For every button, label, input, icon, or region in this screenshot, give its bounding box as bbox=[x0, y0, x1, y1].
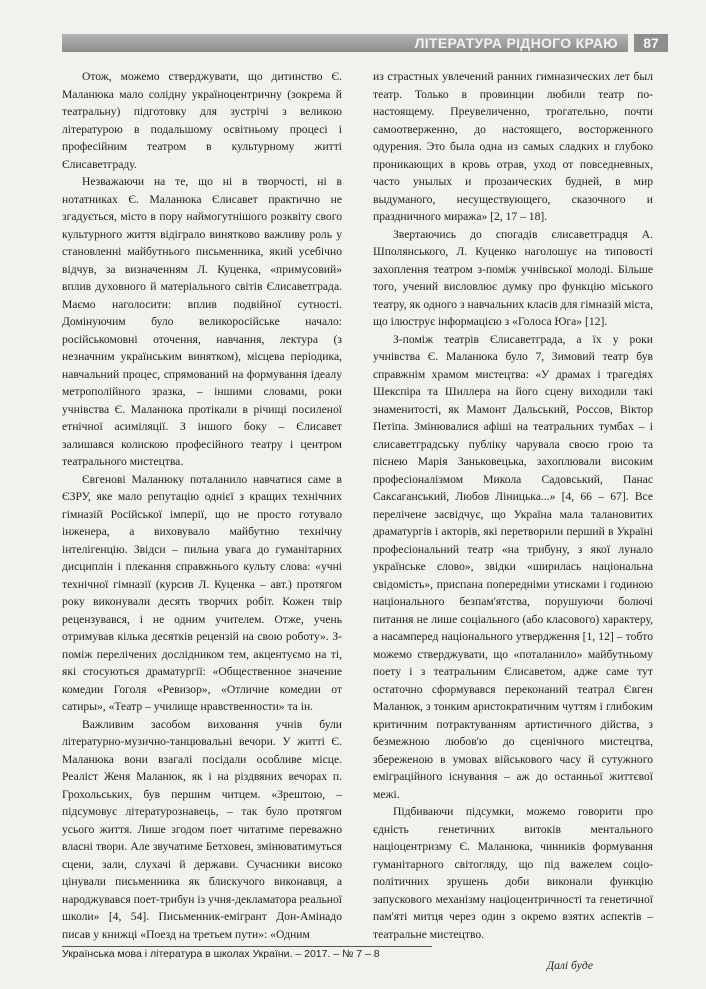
left-column bbox=[62, 68, 342, 943]
paragraph: Отож, можемо стверджувати, що дитинство Є. Маланюка мало солідну україноцентричну (зокрема й театральну) підготовку для зустрічі з великою літературою в подальшому освітньому процесі і професійним театром в культурному житті Єлисаветграду. bbox=[62, 70, 342, 171]
right-column bbox=[373, 68, 653, 975]
paragraph: Важливим засобом виховання учнів були літературно-музично-танцювальні вечори. У житті Є. Маланюка вони взагалі посідали особливе місце. Реаліст Женя Маланюк, як і на різдвяних вечорах п. Грохольських, був першим читцем. «Зрештою, – підсумовує літературознавець, – так було протягом усього життя. Лише згодом поет читатиме переважно власні твори. Але звучатиме Бетховен, змінюватимуться сцени, зали, слухачі й держави. Сучасники високо цінували письменника як блискучого виконавця, а народжувався поет-трибун із учня-декламатора реальної школи» [4, 54]. Письменник-емігрант Дон-Амінадо писав у книжці «Поезд на третьем пути»: «Одним bbox=[62, 717, 342, 941]
footer-citation: Українська мова і література в школах України. – 2017. – № 7 – 8 bbox=[62, 948, 380, 960]
paragraph: из страстных увлечений ранних гимназических лет был театр. Только в провинции любили театр по-настоящему. Преувеличенно, трогательно, почти самоотверженно, до настоящего, восторженного одурения. Это была одна из самых сладких и глубоко проникающих в кровь отрав, уход от повседневных, часто унылых и прозаических будней, в мир выдуманого, несуществующего, сказочного и праздничного миража» [2, 17 – 18]. bbox=[373, 70, 653, 223]
paragraph: Незважаючи на те, що ні в творчості, ні в нотатниках Є. Маланюка Єлисавет практично не згадується, місто в пору наймогутнішого розквіту свого культурного життя відіграло винятково важливу роль у становленні майбутнього письменника, який усебічно відчув, за визначенням Л. Куценка, «примусовий» вплив духовного й матеріального світів Єлисаветграда. Маємо наголосити: вплив подвійної сутності. Домінуючим було великоросійське начало: російськомовні оточення, навчання, лектура (з незначним українським винятком), місцева періодика, навчальний процес, спрямований на формування ідеалу метрополійного зразка, – іншими словами, роки учнівства Є. Маланюка протікали в річищі посиленої етнічної асиміляції. З іншого боку – Єлисавет залишався колискою професійного театру і центром театрального мистецтва. bbox=[62, 175, 342, 468]
section-title: ЛІТЕРАТУРА РІДНОГО КРАЮ bbox=[414, 35, 618, 51]
paragraph: Звертаючись до спогадів єлисаветградця А. Шполянського, Л. Куценко наголошує на типовості захоплення театром з-поміж учнівської молоді. Більше того, учений висловлює думку про функцію міського театру, як одного з навчальних класів для гімназій міста, що ілюструє інформацією з «Голоса Юга» [12]. bbox=[373, 227, 653, 328]
paragraph: Підбиваючи підсумки, можемо говорити про єдність генетичних витоків ментального націоцентризму Є. Маланюка, чинників формування гуманітарного світогляду, що під важелем соціо-політичних зрушень доби виконали функцію запускового механізму націоцентричності та генетичної пам'яті митця через один з окремо взятих аспектів – театральне мистецтво. bbox=[373, 805, 653, 941]
continued-label: Далі буде bbox=[546, 959, 593, 972]
header-separator bbox=[629, 34, 632, 52]
footer-rule bbox=[62, 946, 432, 947]
paragraph: З-поміж театрів Єлисаветграда, а їх у роки учнівства Є. Маланюка було 7, Зимовий театр був справжнім храмом мистецтва: «У драмах і трагедіях Шекспіра та Шиллера на його сцену виходили такі знаменитості, як Мамонт Дальський, Россов, Віктор Петіпа. Змінювалися афіші на театральних тумбах – і єлисаветградську публіку чарувала своєю грою та піснею Марія Заньковецька, захоплювали високим професіоналізмом Микола Садовський, Панас Саксаганський, Любов Ліницька...» [4, 66 – 67]. Все перелічене засвідчує, що Україна мала талановитих драматургів і акторів, які перетворили перший в Україні професіональний театр «на трибуну, з якої лунало українське слово», звідки «ширилась національна свідомість», приспана попередніми утисками і годиною національного безпам'ятства, порушуючи болючі питання не лише соціального (або класового) характеру, а насамперед національного утвердження [1, 12] – тобто можемо стверджувати, що «поталанило» майбутньому поету і з театральним Єлисаветом, адже саме тут остаточно сформувався переконаний театрал Євген Маланюк, з тонким аристократичним чуттям і глибоким критичним потрактуванням артистичного дійства, з безмежною любов'ю до сценічного мистецтва, збереженою в умовах військового часу й сутужного еміграційного існування – аж до останньої життєвої межі. bbox=[373, 332, 653, 801]
paragraph: Євгенові Маланюку поталанило навчатися саме в ЄЗРУ, яке мало репутацію однієї з кращих технічних гімназій Російської імперії, що не просто готувало інженера, а виховувало майбутню технічну інтелігенцію. Звідси – пильна увага до гуманітарних дисциплін і плекання справжнього культу слова: «учні технічної гімназії (курсив Л. Куценка – авт.) протягом року виконували десять творчих робіт. Кожен твір рецензувався, і не одним учителем. Отже, учень отримував кілька десятків рецензій на свою роботу». З-поміж перелічених дослідником тем, акцентуємо на ті, які стосуються драматургії: «Общественное значение комедии Гоголя «Ревизор», «Отличие комедии от сатиры», «Театр – училище нравственности» та ін. bbox=[62, 472, 342, 713]
section-header-band bbox=[62, 34, 628, 52]
page-number: 87 bbox=[634, 34, 668, 52]
